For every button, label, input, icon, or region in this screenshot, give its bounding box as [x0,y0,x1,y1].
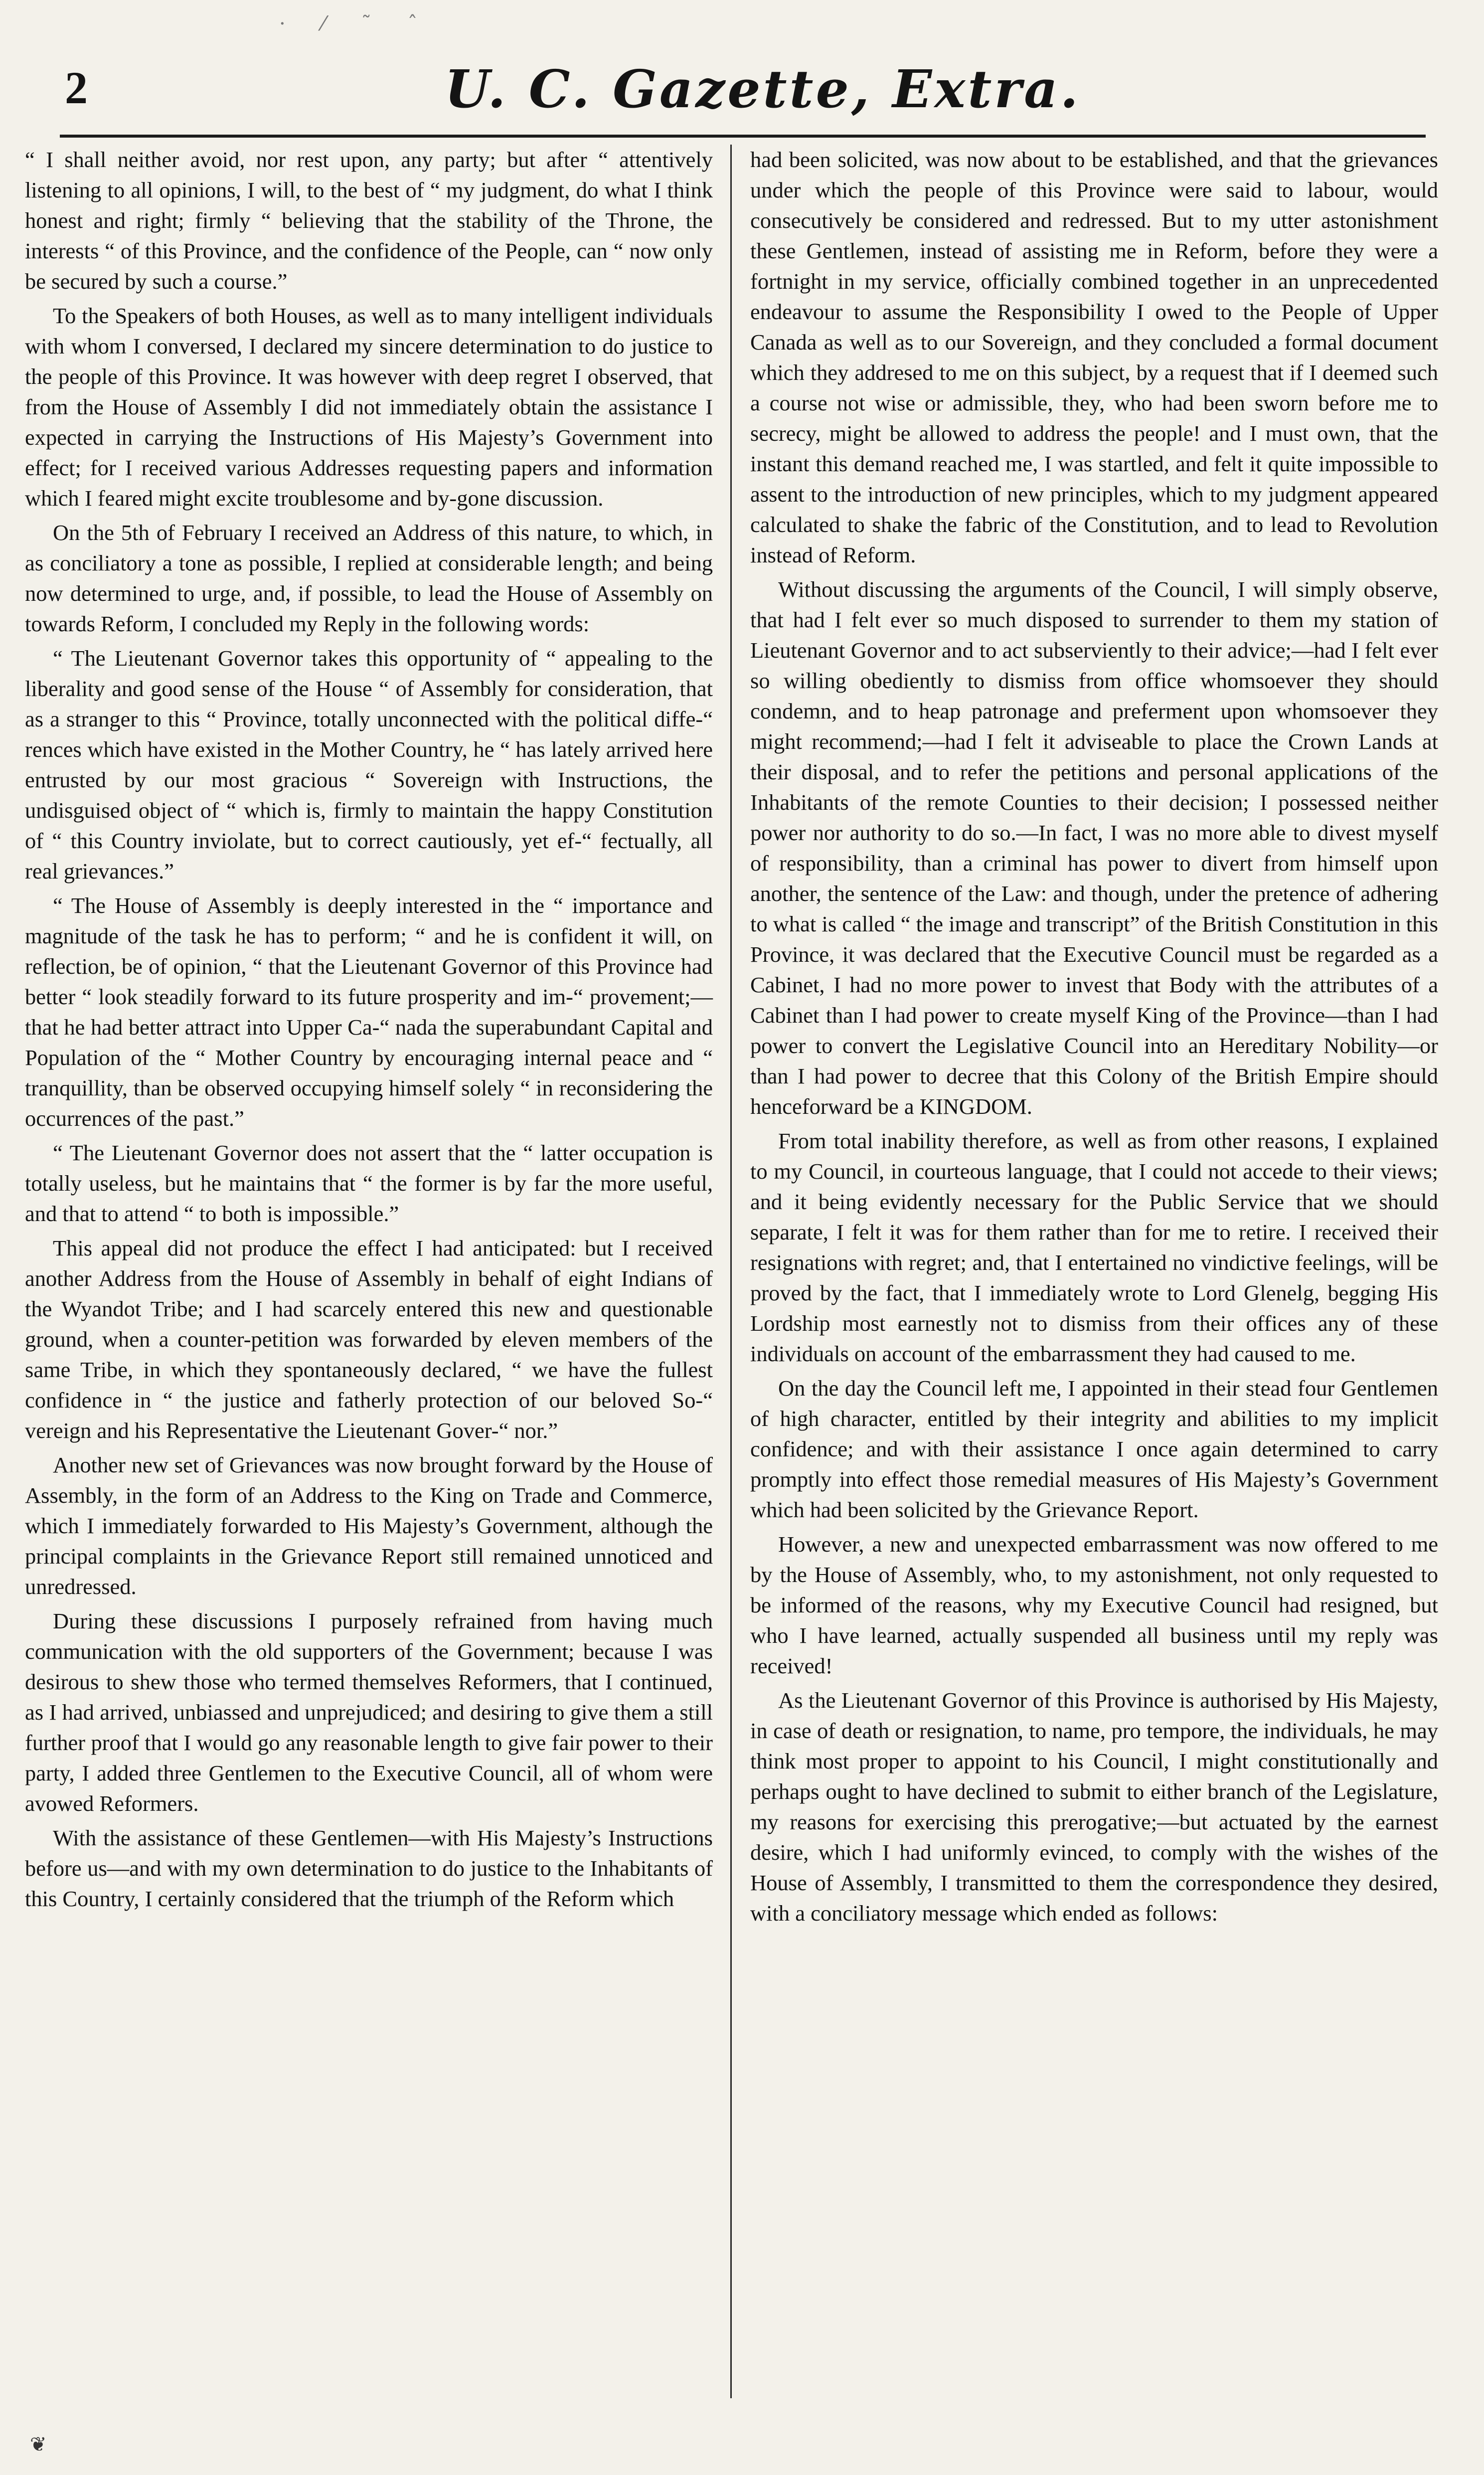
paragraph: “ The House of Assembly is deeply interested in the “ importance and magnitude of the task he has to perform; “ and he is confident it will, on reflection, be of opinion, “ that the Lieutenant Governor of this Province had better “ look steadily forward to its future prosperity and im-“ provement;—that he had better attract into Upper Ca-“ nada the superabundant Capital and Population of the “ Mother Country by encouraging internal peace and “ tranquillity, than be observed occupying himself solely “ in reconsidering the occurrences of the past.” [25,893,713,1131]
left-column [25,145,713,1918]
ink-marks: · ⁄ ˜ ˆ [279,12,433,35]
paragraph: On the day the Council left me, I appointed in their stead four Gentlemen of high character, entitled by their integrity and abilities to my implicit confidence; and with their assistance I once again determined to carry promptly into effect those remedial measures of His Majesty’s Government which had been solicited by the Grievance Report. [750,1376,1438,1522]
paragraph: “ I shall neither avoid, nor rest upon, any party; but after “ attentively listening to all opinions, I will, to the best of “ my judgment, do what I think honest and right; firmly “ believing that the stability of the Throne, the interests “ of this Province, and the confidence of the People, can “ now only be secured by such a course.” [25,147,713,294]
page-number: 2 [65,62,88,113]
paragraph: As the Lieutenant Governor of this Province is authorised by His Majesty, in case of death or resignation, to name, pro tempore, the individuals, he may think most proper to appoint to his Council, I might constitutionally and perhaps ought to have declined to submit to either branch of the Legislature, my reasons for exercising this prerogative;—but actuated by the earnest desire, which I had uniformly evinced, to comply with the wishes of the House of Assembly, I transmitted to them the correspondence they desired, with a conciliatory message which ended as follows: [750,1688,1438,1926]
paragraph: “ The Lieutenant Governor does not assert that the “ latter occupation is totally useless, but he maintains that “ the former is by far the more useful, and that to attend “ to both is impossible.” [25,1140,713,1226]
paragraph: However, a new and unexpected embarrassment was now offered to me by the House of Assembly, who, to my astonishment, not only requested to be informed of the reasons, why my Executive Council had resigned, but who I have learned, actually suspended all business until my reply was received! [750,1532,1438,1678]
paragraph: On the 5th of February I received an Address of this nature, to which, in as conciliatory a tone as possible, I replied at considerable length; and being now determined to urge, and, if possible, to lead the House of Assembly on towards Reform, I concluded my Reply in the following words: [25,520,713,636]
masthead [55,55,1431,140]
column-divider [730,145,732,2398]
paragraph: This appeal did not produce the effect I had anticipated: but I received another Address from the House of Assembly in behalf of eight Indians of the Wyandot Tribe; and I had scarcely entered this new and questionable ground, when a counter-petition was forwarded by eleven members of the same Tribe, in which they spontaneously declared, “ we have the fullest confidence in “ the justice and fatherly protection of our beloved So-“ vereign and his Representative the Lieutenant Gover-“ nor.” [25,1236,713,1443]
header-rule [60,135,1426,138]
paragraph: During these discussions I purposely refrained from having much communication with the old supporters of the Government; because I was desirous to shew those who termed themselves Reformers, that I continued, as I had arrived, unbiassed and unprejudiced; and desiring to give them a still further proof that I would go any reasonable length to give fair power to their party, I added three Gentlemen to the Executive Council, all of whom were avowed Reformers. [25,1608,713,1816]
paragraph: had been solicited, was now about to be established, and that the grievances under which the people of this Province were said to labour, would consecutively be considered and redressed. But to my utter astonishment these Gentlemen, instead of assisting me in Reform, before they were a fortnight in my service, officially combined together in an unprecedented endeavour to assume the Responsibility I owed to the People of Upper Canada as well as to our Sovereign, and they concluded a formal document which they addresed to me on this subject, by a request that if I deemed such a course not wise or admissible, they, who had been sworn before me to secrecy, might be allowed to address the people! and I must own, that the instant this demand reached me, I was startled, and felt it quite impossible to assent to the introduction of new principles, which to my judgment appeared calculated to shake the fabric of the Constitution, and to lead to Revolution instead of Reform. [750,147,1438,567]
paragraph: From total inability therefore, as well as from other reasons, I explained to my Council, in courteous language, that I could not accede to their views; and it being evidently necessary for the Public Service that we should separate, I felt it was for them rather than for me to retire. I received their resignations with regret; and, that I entertained no vindictive feelings, will be proved by the fact, that I immediately wrote to Lord Glenelg, begging His Lordship most earnestly not to dismiss from their offices any of these individuals on account of the embarrassment they had caused to me. [750,1128,1438,1366]
paragraph: Another new set of Grievances was now brought forward by the House of Assembly, in the form of an Address to the King on Trade and Commerce, which I immediately forwarded to His Majesty’s Government, although the principal complaints in the Grievance Report still remained unnoticed and unredressed. [25,1452,713,1599]
newspaper-title: U. C. Gazette, Extra. [445,58,1081,120]
paragraph: Without discussing the arguments of the Council, I will simply observe, that had I felt ever so much disposed to surrender to them my station of Lieutenant Governor and to act subserviently to their advice;—had I felt ever so willing obediently to dismiss from office whomsoever they should condemn, and to heap patronage and preferment upon whomsoever they might recommend;—had I felt it adviseable to place the Crown Lands at their disposal, and to refer the petitions and personal applications of the Inhabitants of the remote Counties to their decision; I possessed neither power nor authority to do so.—In fact, I was no more able to divest myself of responsibility, than a criminal has power to divert from himself upon another, the sentence of the Law: and though, under the pretence of adhering to what is called “ the image and transcript” of the British Constitution in this Province, it was declared that the Executive Council must be regarded as a Cabinet, I had no more power to invest that Body with the attributes of a Cabinet than I had power to create myself King of the Province—than I had power to convert the Legislative Council into an Hereditary Nobility—or than I had power to decree that this Colony of the British Empire should henceforward be a KINGDOM. [750,577,1438,1119]
right-column [750,145,1438,1933]
paragraph: To the Speakers of both Houses, as well as to many intelligent individuals with whom I conversed, I declared my sincere determination to do justice to the people of this Province. It was however with deep regret I observed, that from the House of Assembly I did not immediately obtain the assistance I expected in carrying the Instructions of His Majesty’s Government into effect; for I received various Addresses requesting papers and information which I feared might excite troublesome and by-gone discussion. [25,303,713,511]
paragraph: With the assistance of these Gentlemen—with His Majesty’s Instructions before us—and with my own determination to do justice to the Inhabitants of this Country, I certainly considered that the triumph of the Reform which [25,1825,713,1911]
paragraph: “ The Lieutenant Governor takes this opportunity of “ appealing to the liberality and good sense of the House “ of Assembly for consideration, that as a stranger to this “ Province, totally unconnected with the political diffe-“ rences which have existed in the Mother Country, he “ has lately arrived here entrusted by our most gracious “ Sovereign with Instructions, the undisguised object of “ which is, firmly to maintain the happy Constitution of “ this Country inviolate, but to correct cautiously, yet ef-“ fectually, all real grievances.” [25,646,713,884]
printer-ornament-icon: ❦ [30,2433,47,2456]
